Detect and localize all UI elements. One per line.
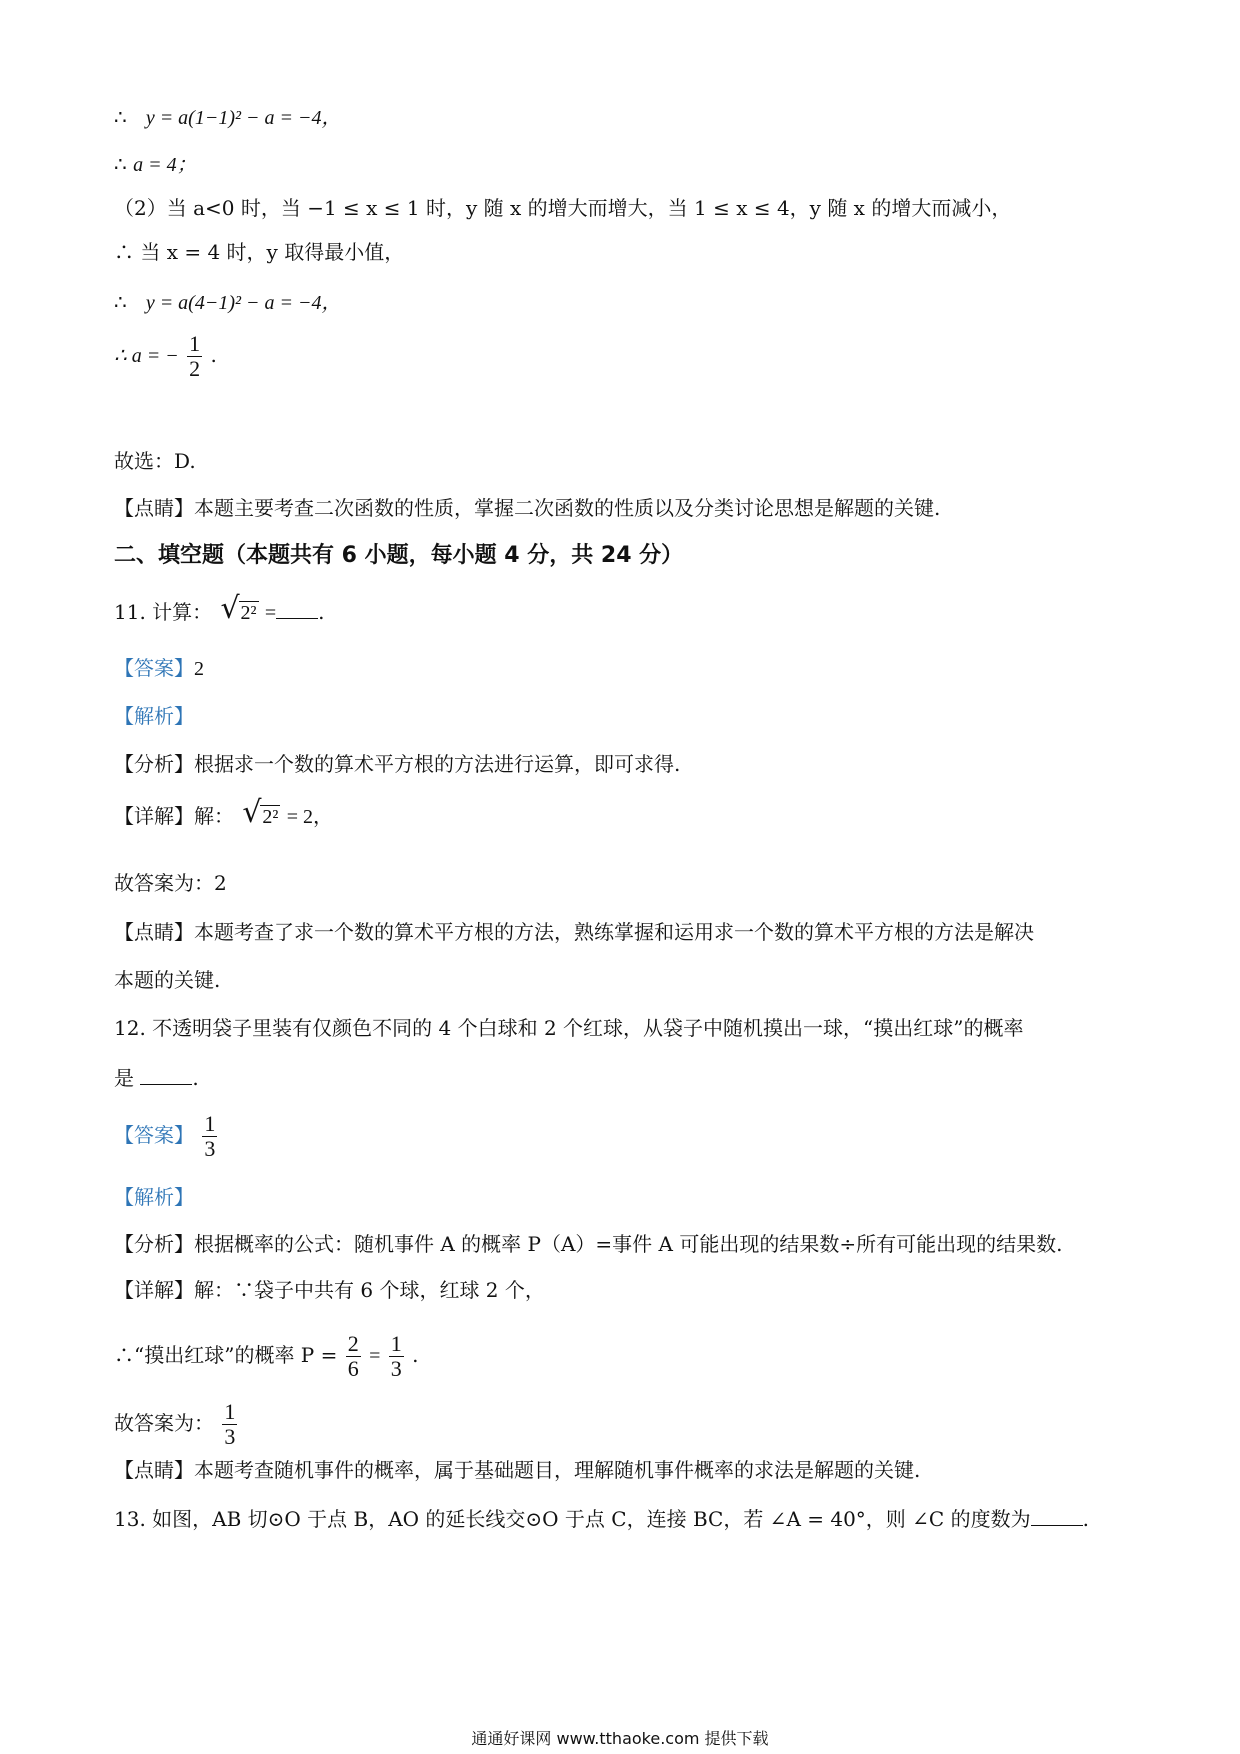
- therefore-symbol: ∴: [114, 105, 127, 129]
- fraction-denominator: 3: [224, 1424, 236, 1449]
- q11-analysis-tag: 【解析】: [114, 704, 194, 728]
- q12-analysis-tag: 【解析】: [114, 1185, 194, 1209]
- xiangjie-tag: 【详解】: [114, 1278, 194, 1302]
- therefore-symbol: ∴: [114, 290, 127, 314]
- q12-fenxi: [114, 1230, 1062, 1258]
- fraction-denominator: 6: [347, 1356, 359, 1381]
- fenxi-text: 根据概率的公式：随机事件 A 的概率 P（A）=事件 A 可能出现的结果数÷所有可能出现的结果数.: [194, 1232, 1063, 1256]
- answer-tag: 【答案】: [114, 656, 194, 680]
- solution-line-3: （2）当 a<0 时，当 −1 ≤ x ≤ 1 时，y 随 x 的增大而增大，当 1 ≤ x ≤ 4，y 随 x 的增大而减小，: [114, 196, 1012, 220]
- xiangjie-text: 解：∵袋子中共有 6 个球，红球 2 个，: [194, 1278, 545, 1302]
- radicand: 2²: [240, 602, 257, 624]
- solution-line-7: 故选：D.: [114, 449, 196, 473]
- calc-prefix: ∴“摸出红球”的概率 P =: [114, 1343, 338, 1367]
- dianjing-text: 本题考查随机事件的概率，属于基础题目，理解随机事件概率的求法是解题的关键.: [194, 1458, 921, 1482]
- solution-line-6: [114, 332, 217, 381]
- radical-sign: √: [220, 591, 240, 626]
- dianjing-tag: 【点睛】: [114, 496, 194, 520]
- fenxi-text: 根据求一个数的算术平方根的方法进行运算，即可求得.: [194, 752, 681, 776]
- equation: y = a(4−1)² − a = −4，: [145, 292, 342, 314]
- xiangjie-tag: 【详解】: [114, 804, 194, 828]
- answer-fraction: [202, 1112, 217, 1161]
- q13-stem: [114, 1505, 1089, 1533]
- q11-dianjing-line-2: 本题的关键.: [114, 968, 221, 992]
- page-footer: 通通好课网 www.tthaoke.com 提供下载: [471, 1729, 769, 1748]
- final-prefix: 故答案为：: [114, 1411, 214, 1435]
- equation: y = a(1−1)² − a = −4，: [145, 107, 342, 129]
- equation: a = 4；: [133, 154, 197, 176]
- answer-blank: [1031, 1521, 1083, 1526]
- fraction-numerator: 1: [204, 1111, 216, 1136]
- answer-tag: 【答案】: [114, 1123, 194, 1147]
- dianjing-text: 本题考查了求一个数的算术平方根的方法，熟练掌握和运用求一个数的算术平方根的方法是解决: [194, 920, 1034, 944]
- q11-xiangjie: [114, 795, 333, 831]
- q11-answer: [114, 654, 204, 683]
- q12-dianjing: [114, 1456, 920, 1484]
- fraction-denominator: 3: [390, 1356, 402, 1381]
- equals-sign: =: [264, 602, 277, 624]
- stem-end: .: [1082, 1507, 1089, 1531]
- q12-calculation: [114, 1332, 418, 1381]
- fraction: [346, 1332, 361, 1381]
- equation-prefix: ∴ a = −: [114, 345, 179, 367]
- q12-answer: [114, 1112, 219, 1161]
- fraction-numerator: 1: [224, 1399, 236, 1424]
- q11-dianjing-line-1: [114, 918, 1034, 946]
- fraction-numerator: 2: [347, 1331, 359, 1356]
- q11-stem-prefix: 11. 计算：: [114, 600, 213, 624]
- xiangjie-prefix: 解：: [194, 804, 234, 828]
- sqrt-expression: [242, 795, 280, 831]
- fenxi-tag: 【分析】: [114, 752, 194, 776]
- q11-final: 故答案为：2: [114, 871, 227, 895]
- section-heading: 二、填空题（本题共有 6 小题，每小题 4 分，共 24 分）: [114, 543, 684, 568]
- solution-line-4: ∴ 当 x = 4 时，y 取得最小值，: [114, 240, 405, 264]
- stem-end: .: [318, 600, 325, 624]
- sqrt-expression: [220, 591, 259, 627]
- q12-xiangjie: [114, 1276, 545, 1304]
- q11-stem: [114, 591, 325, 627]
- final-fraction: [222, 1400, 237, 1449]
- fraction: [187, 332, 202, 381]
- answer-value: 2: [194, 658, 204, 680]
- solution-line-1: [114, 103, 342, 132]
- equation-suffix: .: [210, 343, 217, 367]
- q12-stem-line-2: [114, 1064, 199, 1092]
- fraction-denominator: 3: [204, 1136, 216, 1161]
- q11-fenxi: [114, 750, 680, 778]
- fenxi-tag: 【分析】: [114, 1232, 194, 1256]
- q13-stem-text: 13. 如图，AB 切⊙O 于点 B，AO 的延长线交⊙O 于点 C，连接 BC，若 ∠A = 40°，则 ∠C 的度数为: [114, 1507, 1031, 1531]
- dianjing-line: [114, 494, 940, 522]
- solution-line-5: [114, 288, 342, 317]
- calc-end: .: [412, 1343, 419, 1367]
- dianjing-tag: 【点睛】: [114, 920, 194, 944]
- stem-end: .: [192, 1066, 199, 1090]
- fraction: [389, 1332, 404, 1381]
- fraction-numerator: 1: [189, 331, 201, 356]
- radical-sign: √: [242, 795, 262, 830]
- solution-line-2: [114, 150, 197, 179]
- dianjing-tag: 【点睛】: [114, 1458, 194, 1482]
- answer-blank: [276, 614, 318, 619]
- q12-final: [114, 1400, 239, 1449]
- radicand: 2²: [262, 806, 279, 828]
- equals-sign: =: [369, 1345, 381, 1367]
- q12-stem-prefix: 是: [114, 1066, 134, 1090]
- therefore-symbol: ∴: [114, 152, 127, 176]
- dianjing-text: 本题主要考查二次函数的性质，掌握二次函数的性质以及分类讨论思想是解题的关键.: [194, 496, 941, 520]
- fraction-denominator: 2: [189, 356, 201, 381]
- fraction-numerator: 1: [390, 1331, 402, 1356]
- q12-stem-line-1: 12. 不透明袋子里装有仅颜色不同的 4 个白球和 2 个红球，从袋子中随机摸出一球，“摸出红球”的概率: [114, 1016, 1024, 1040]
- xiangjie-result: = 2，: [286, 806, 333, 828]
- answer-blank: [140, 1080, 192, 1085]
